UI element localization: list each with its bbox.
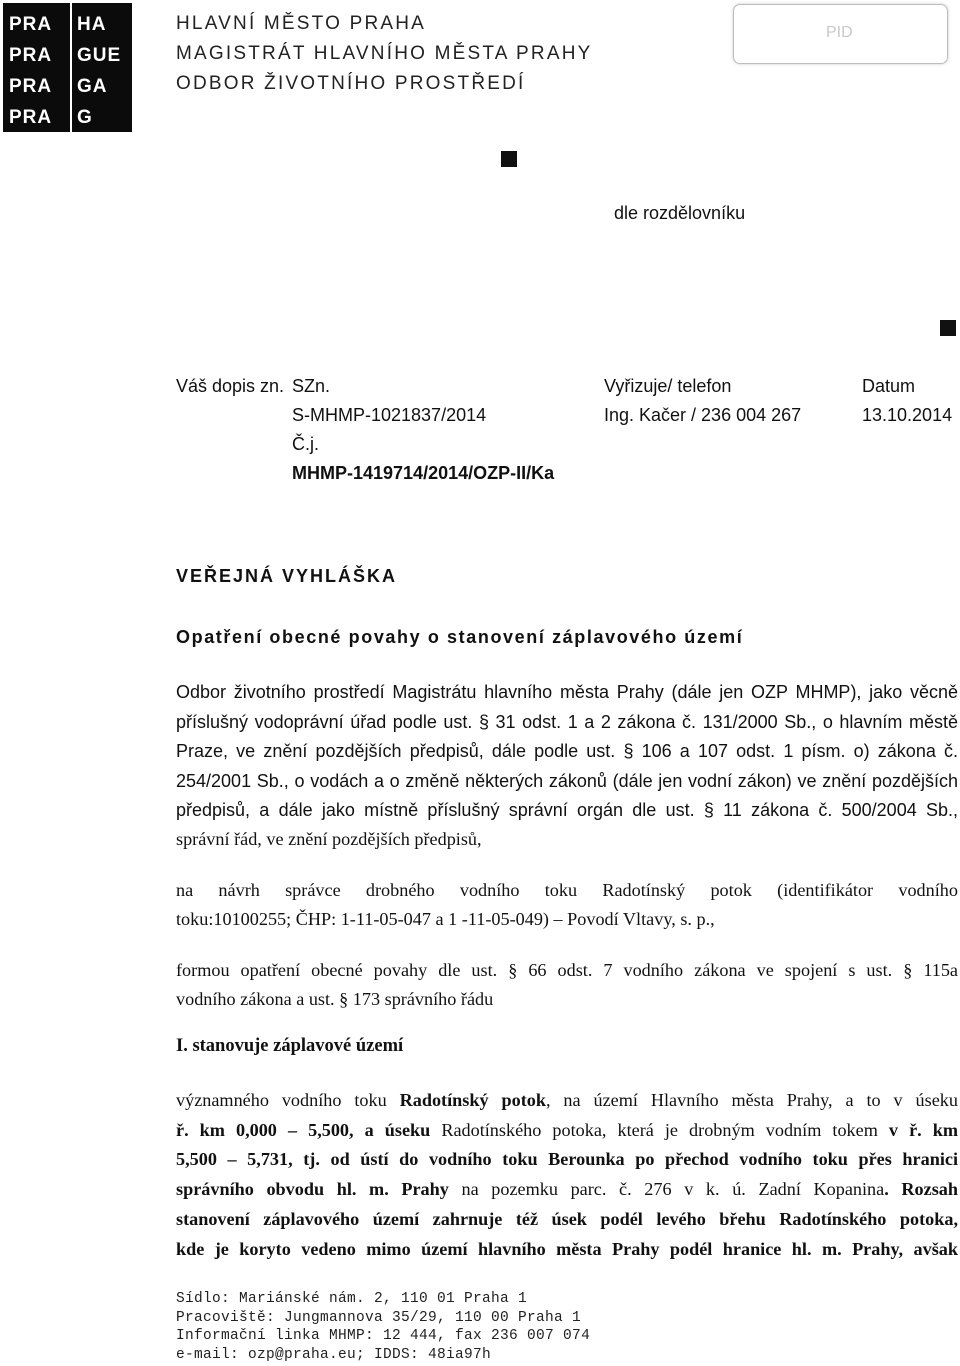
para2-line: toku:10100255; ČHP: 1-11-05-047 a 1 -11-05-049) – Povodí Vltavy, s. p., (176, 909, 715, 929)
para4-text: , na území Hlavního města Prahy, a to v úseku (545, 1090, 958, 1110)
para4-line (176, 1086, 958, 1116)
footer-workplace: Pracoviště: Jungmannova 35/29, 110 00 Praha 1 (176, 1309, 582, 1326)
header-department: ODBOR ŽIVOTNÍHO PROSTŘEDÍ (176, 73, 526, 94)
logo-text: PRA (9, 14, 53, 35)
pid-label: PID (826, 24, 853, 41)
logo-text: PRA (9, 76, 53, 97)
logo-text: PRA (9, 107, 53, 128)
handler-value: Ing. Kačer / 236 004 267 (604, 405, 802, 425)
footer-address: Sídlo: Mariánské nám. 2, 110 01 Praha 1 (176, 1291, 528, 1307)
footer (176, 1290, 590, 1364)
para1-line: příslušný vodoprávní úřad podle ust. § 31 odst. 1 a 2 zákona č. 131/2000 Sb., o hlavním městě (176, 712, 958, 732)
para4-line (176, 1175, 958, 1205)
logo-text: HA (77, 14, 107, 35)
szn-label: SZn. (292, 376, 331, 396)
para1-line: Odbor životního prostředí Magistrátu hlavního města Prahy (dále jen OZP MHMP), jako věcně (176, 682, 958, 702)
document-title: VEŘEJNÁ VYHLÁŠKA (176, 566, 398, 586)
para3-line: vodního zákona a ust. § 173 správního řádu (176, 989, 494, 1009)
document-subtitle: Opatření obecné povahy o stanovení záplavového území (176, 627, 744, 647)
para4-text-bold: v ř. km (888, 1120, 958, 1140)
para4-text-bold: . Rozsah (884, 1179, 958, 1199)
szn-value: S-MHMP-1021837/2014 (292, 405, 487, 425)
para4-text-bold: ř. km 0,000 – 5,500, a úseku (176, 1120, 431, 1140)
logo-text: G (77, 107, 93, 128)
date-value: 13.10.2014 (862, 405, 953, 425)
para4-text: významného vodního toku (176, 1090, 400, 1110)
para4-text: Radotínského potoka, která je drobným vodním tokem (430, 1120, 889, 1140)
praha-logo (3, 3, 132, 132)
logo-column-left (9, 9, 52, 133)
logo-divider (70, 3, 72, 132)
address-corner-marker (501, 151, 517, 167)
date-label: Datum (862, 376, 916, 396)
para4-line (176, 1116, 958, 1146)
para1-line: Praze, ve znění pozdějších předpisů, dále podle ust. § 106 a 107 odst. 1 písm. o) zákona č. (176, 741, 958, 761)
para4-line: stanovení záplavového území zahrnuje též úsek podél levého břehu Radotínského potoka, (176, 1209, 958, 1229)
recipient: dle rozdělovníku (614, 203, 746, 223)
logo-text: PRA (9, 45, 53, 66)
para4-text-bold: správního obvodu hl. m. Prahy (176, 1179, 449, 1199)
para3-line: formou opatření obecné povahy dle ust. § 66 odst. 7 vodního zákona ve spojení s ust. § 115a (176, 960, 958, 980)
handler-label: Vyřizuje/ telefon (604, 376, 732, 396)
para2-line: na návrh správce drobného vodního toku Radotínský potok (identifikátor vodního (176, 880, 958, 900)
para1-line: předpisů, a dále jako místně příslušný správní orgán dle ust. § 11 zákona č. 500/2004 Sb., (176, 800, 958, 820)
header-city: HLAVNÍ MĚSTO PRAHA (176, 13, 427, 34)
logo-text: GUE (77, 45, 122, 66)
para4-line: kde je koryto vedeno mimo území hlavního města Prahy podél hranice hl. m. Prahy, avšak (176, 1239, 958, 1259)
logo-text: GA (77, 76, 108, 97)
address-corner-marker (940, 320, 956, 336)
cj-label: Č.j. (292, 434, 319, 454)
para4-text: na pozemku parc. č. 276 v k. ú. Zadní Kopanina (448, 1179, 885, 1199)
cj-value: MHMP-1419714/2014/OZP-II/Ka (292, 463, 555, 483)
para4-line: 5,500 – 5,731, tj. od ústí do vodního toku Berounka po přechod vodního toku přes hranici (176, 1149, 958, 1169)
para1-line: 254/2001 Sb., o vodách a o změně některých zákonů (dále jen vodní zákon) ve znění pozdějších (176, 771, 958, 791)
footer-email: e-mail: ozp@praha.eu; IDDS: 48ia97h (176, 1346, 492, 1363)
para1-line: správní řád, ve znění pozdějších předpisů, (176, 829, 482, 849)
pid-box (733, 4, 948, 64)
para4-text-bold: Radotínský potok (399, 1090, 546, 1110)
footer-infoline: Informační linka MHMP: 12 444, fax 236 007 074 (176, 1328, 591, 1344)
section-heading: I. stanovuje záplavové území (176, 1036, 404, 1056)
your-letter-label: Váš dopis zn. (176, 376, 285, 396)
logo-column-right (77, 9, 121, 133)
header-magistrate: MAGISTRÁT HLAVNÍHO MĚSTA PRAHY (176, 43, 593, 64)
